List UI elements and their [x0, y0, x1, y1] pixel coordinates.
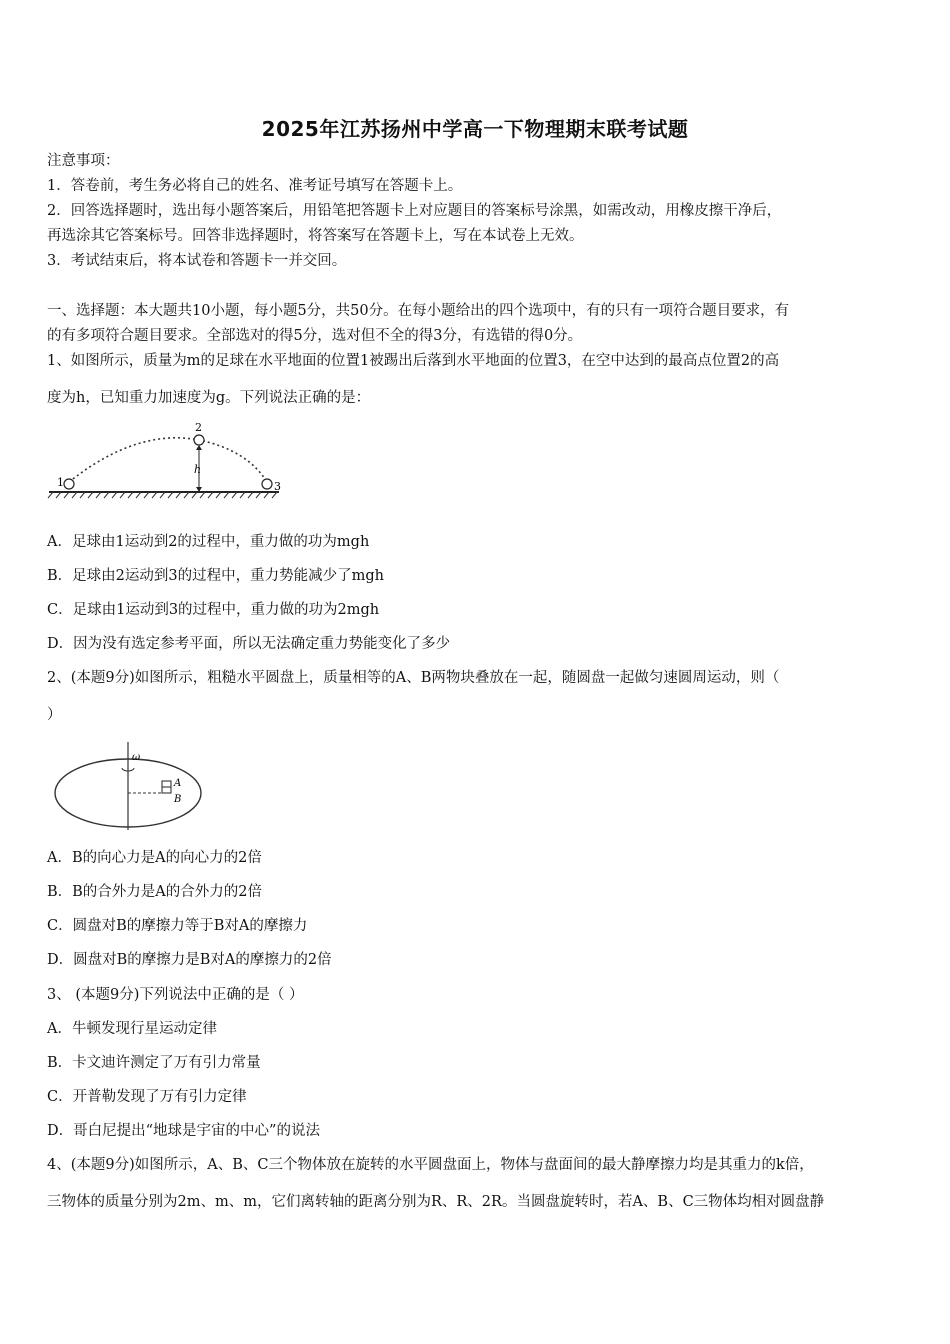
- q2-fig-label-b: B: [174, 794, 182, 805]
- q3-option-c: C．开普勒发现了万有引力定律: [47, 1089, 247, 1105]
- q2-stem: 2、(本题9分)如图所示，粗糙水平圆盘上，质量相等的A、B两物块叠放在一起，随圆盘一起做匀速圆周运动，则（: [47, 670, 780, 686]
- q2-rotating-disk-figure: [50, 738, 210, 834]
- q1-option-a: A．足球由1运动到2的过程中，重力做的功为mgh: [47, 534, 370, 550]
- q2-option-d: D．圆盘对B的摩擦力是B对A的摩擦力的2倍: [47, 952, 332, 968]
- q2-option-c: C．圆盘对B的摩擦力等于B对A的摩擦力: [47, 918, 308, 934]
- page-title: 2025年江苏扬州中学高一下物理期末联考试题: [261, 117, 689, 141]
- q1-stem: 1、如图所示，质量为m的足球在水平地面的位置1被踢出后落到水平地面的位置3，在空中达到的最高点位置2的高: [47, 353, 780, 369]
- note-item: 2．回答选择题时，选出每小题答案后，用铅笔把答题卡上对应题目的答案标号涂黑，如需改动，用橡皮擦干净后，: [47, 203, 782, 219]
- q3-option-b: B．卡文迪许测定了万有引力常量: [47, 1055, 261, 1071]
- notes-heading: 注意事项：: [47, 153, 120, 169]
- note-item: 1．答卷前，考生务必将自己的姓名、准考证号填写在答题卡上。: [47, 178, 463, 194]
- q2-option-a: A．B的向心力是A的向心力的2倍: [47, 850, 262, 866]
- q1-option-b: B．足球由2运动到3的过程中，重力势能减少了mgh: [47, 568, 384, 584]
- q3-stem: 3、 (本题9分)下列说法中正确的是（ ）: [47, 987, 304, 1003]
- q4-stem: 4、(本题9分)如图所示，A、B、C三个物体放在旋转的水平圆盘面上，物体与盘面间的最大静摩擦力均是其重力的k倍，: [47, 1157, 814, 1173]
- q1-option-d: D．因为没有选定参考平面，所以无法确定重力势能变化了多少: [47, 636, 451, 652]
- section-intro: 的有多项符合题目要求。全部选对的得5分，选对但不全的得3分，有选错的得0分。: [47, 328, 583, 344]
- q1-fig-label-1: 1: [57, 476, 64, 489]
- q2-fig-label-a: A: [174, 778, 182, 789]
- section-intro: 一、选择题：本大题共10小题，每小题5分，共50分。在每小题给出的四个选项中，有的只有一项符合题目要求，有: [47, 303, 790, 319]
- q2-fig-label-omega: ω: [132, 752, 141, 763]
- q3-option-d: D．哥白尼提出“地球是宇宙的中心”的说法: [47, 1123, 320, 1139]
- q1-option-c: C．足球由1运动到3的过程中，重力做的功为2mgh: [47, 602, 380, 618]
- note-item: 3．考试结束后，将本试卷和答题卡一并交回。: [47, 253, 347, 269]
- note-item: 再选涂其它答案标号。回答非选择题时，将答案写在答题卡上，写在本试卷上无效。: [47, 228, 584, 244]
- q3-option-a: A．牛顿发现行星运动定律: [47, 1021, 217, 1037]
- q4-stem: 三物体的质量分别为2m、m、m，它们离转轴的距离分别为R、R、2R。当圆盘旋转时，若A、B、C三物体均相对圆盘静: [47, 1194, 825, 1210]
- q1-fig-label-3: 3: [274, 480, 281, 493]
- q1-stem: 度为h，已知重力加速度为g。下列说法正确的是：: [47, 390, 371, 406]
- q2-option-b: B．B的合外力是A的合外力的2倍: [47, 884, 263, 900]
- q1-fig-label-2: 2: [195, 421, 202, 434]
- q1-football-trajectory-figure: [47, 418, 287, 500]
- q1-fig-label-h: h: [194, 463, 202, 476]
- q2-stem: ）: [47, 707, 62, 723]
